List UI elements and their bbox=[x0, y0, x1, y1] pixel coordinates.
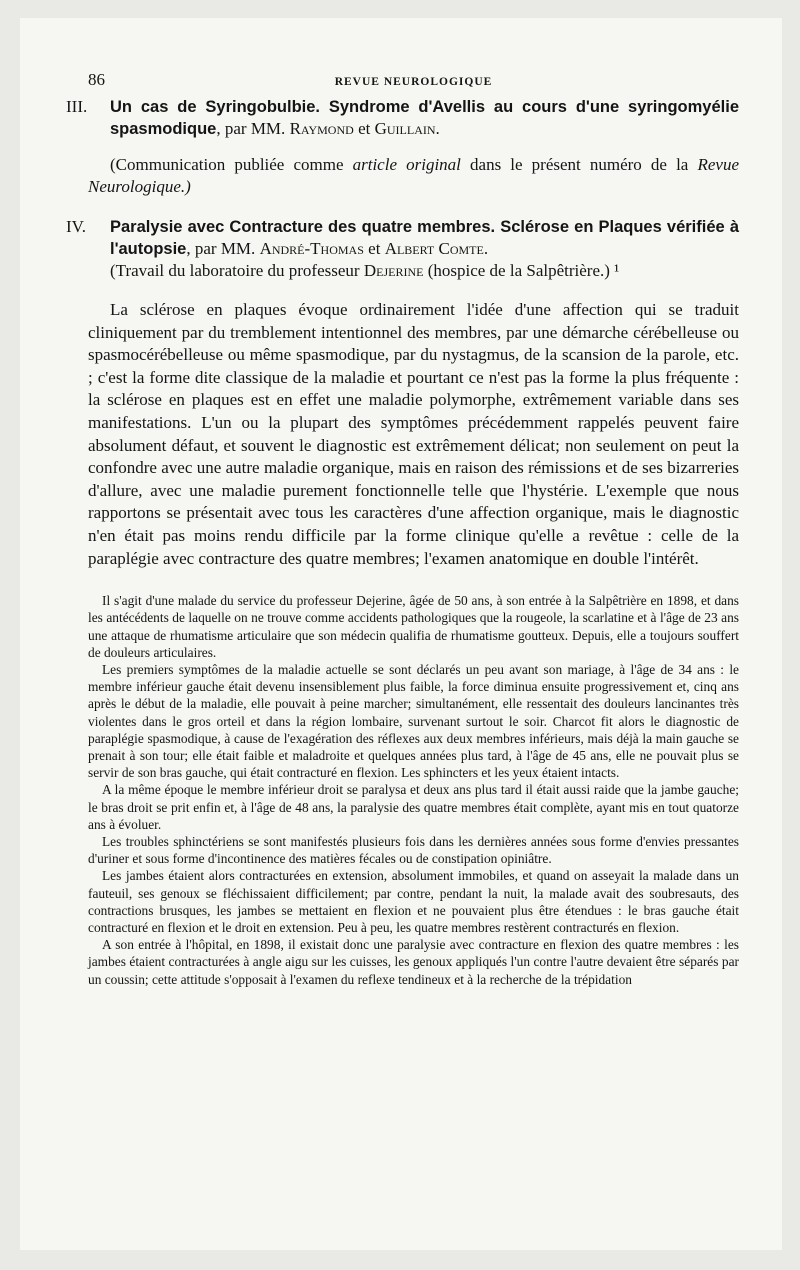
author-andre-thomas: André-Thomas bbox=[259, 239, 364, 258]
author-guillain: Guillain bbox=[374, 119, 436, 138]
item-iv bbox=[66, 216, 739, 281]
item-iii-title: III. Un cas de Syringobulbie. Syndrome d'Avellis au cours d'une syringomyélie spasmodique, par MM. Raymond et Guillain. bbox=[66, 97, 739, 138]
running-title: REVUE NEUROLOGIQUE bbox=[334, 76, 493, 88]
item-iii-communication-note: (Communication publiée comme article original dans le présent numéro de la Revue Neurologique.) bbox=[88, 155, 739, 196]
case-paragraph: A son entrée à l'hôpital, en 1898, il existait donc une paralysie avec contracture en flexion des quatre membres : les jambes étaient contracturées à angle aigu sur les cuisses, les genoux appliqués l'un contre l'autre devaient être séparés par un coussin; cette attitude s'opposait à l'examen du reflexe tendineux et à la recherche de la trépidation bbox=[88, 937, 739, 987]
case-paragraph: Les troubles sphinctériens se sont manifestés plusieurs fois dans les dernières années sous forme d'envies pressantes d'uriner et sous forme d'incontinence des matières fécales ou de constipation opiniâtre. bbox=[88, 833, 739, 867]
running-head bbox=[88, 70, 739, 90]
item-iv-title-text: Paralysie avec Contracture des quatre membres. Sclérose en Plaques vérifiée à l'autopsie bbox=[110, 218, 739, 258]
case-paragraph: Les jambes étaient alors contracturées en extension, absolument immobiles, et quand on asseyait la malade dans un fauteuil, ses genoux se fléchissaient difficilement; par contre, pendant la nuit, la malade avait des soubresauts, des contractions brusques, les jambes se mettaient en flexion et ne pouvaient plus être étendues : le bras gauche était contracturé en flexion et le droit en extension. Peu à peu, les quatre membres restèrent contracturés en flexion. bbox=[88, 868, 739, 935]
item-iii-title-text: Un cas de Syringobulbie. Syndrome d'Avellis au cours d'une syringomyélie spasmodique bbox=[110, 98, 739, 138]
lab-dejerine: Dejerine bbox=[363, 261, 424, 280]
item-iii bbox=[66, 96, 739, 198]
journal-page bbox=[20, 18, 782, 1250]
item-iii-number: III. bbox=[66, 97, 88, 116]
item-iv-title: IV. Paralysie avec Contracture des quatre membres. Sclérose en Plaques vérifiée à l'autopsie, par MM. André-Thomas et Albert Comte. (Travail du laboratoire du professeur Dejerine (hospice de la Salpêtrière.) ¹ bbox=[66, 217, 739, 280]
author-raymond: Raymond bbox=[289, 119, 354, 138]
intro-section bbox=[88, 299, 739, 570]
page-content bbox=[66, 70, 739, 988]
case-paragraph: Les premiers symptômes de la maladie actuelle se sont déclarés un peu avant son mariage, à l'âge de 34 ans : le membre inférieur gauche était devenu insensiblement plus faible, la force diminua ensuite progressivement et, cinq ans après le début de la maladie, elle pouvait à peine marcher; simultanément, elle ressentait des douleurs lancinantes très violentes dans le gros orteil et dans la région lombaire, survenant surtout le soir. Charcot fit alors le diagnostic de paraplégie spasmodique, à cause de l'exagération des réflexes aux deux membres inférieurs, mais déjà la main gauche se prenait à son tour; elle était faible et maladroite et quelques années plus tard, à l'âge de 45 ans, elle ne pouvait plus se servir de son bras gauche, qui était contracturé en flexion. Les sphincters et les yeux étaient intacts. bbox=[88, 661, 739, 781]
case-paragraph: Il s'agit d'une malade du service du professeur Dejerine, âgée de 50 ans, à son entrée à la Salpêtrière en 1898, et dans les antécédents de laquelle on ne trouve comme accidents pathologiques que la rougeole, la scarlatine et à l'âge de 23 ans une attaque de rhumatisme articulaire que son médecin qualifia de rhumatisme goutteux. Depuis, elle a toujours souffert de douleurs articulaires. bbox=[88, 593, 739, 660]
case-report bbox=[88, 592, 739, 988]
author-albert-comte: Albert Comte bbox=[384, 239, 484, 258]
page-number: 86 bbox=[88, 70, 105, 89]
case-paragraph: A la même époque le membre inférieur droit se paralysa et deux ans plus tard il était aussi raide que la jambe gauche; le bras droit se prit enfin et, à l'âge de 48 ans, la paralysie des quatre membres était complète, ayant mis en tout quatorze ans à évoluer. bbox=[88, 782, 739, 832]
item-iv-number: IV. bbox=[66, 217, 86, 236]
intro-paragraph: La sclérose en plaques évoque ordinairement l'idée d'une affection qui se traduit cliniquement par du tremblement intentionnel des membres, par une démarche cérébelleuse ou spasmocérébelleuse ou même spasmodique, par du nystagmus, de la scansion de la parole, etc. ; c'est la forme dite classique de la maladie et pourtant ce n'est pas la forme la plus fréquente : la sclérose en plaques est en effet une maladie polymorphe, extrêmement variable dans ses manifestations. L'un ou la plupart des symptômes précédemment rappelés peuvent faire absolument défaut, et souvent le diagnostic est extrêmement délicat; non seulement on peut la confondre avec une autre maladie organique, mais en raison des rémissions et de ses bizarreries d'allure, avec une maladie purement fonctionnelle telle que l'hystérie. L'exemple que nous rapportons se présentait avec tous les caractères d'une affection organique, mais le diagnostic n'en était pas moins rendu difficile par la forme clinique qu'elle a revêtue : celle de la paraplégie avec contracture des quatre membres; l'examen anatomique en double l'intérêt. bbox=[88, 300, 739, 568]
